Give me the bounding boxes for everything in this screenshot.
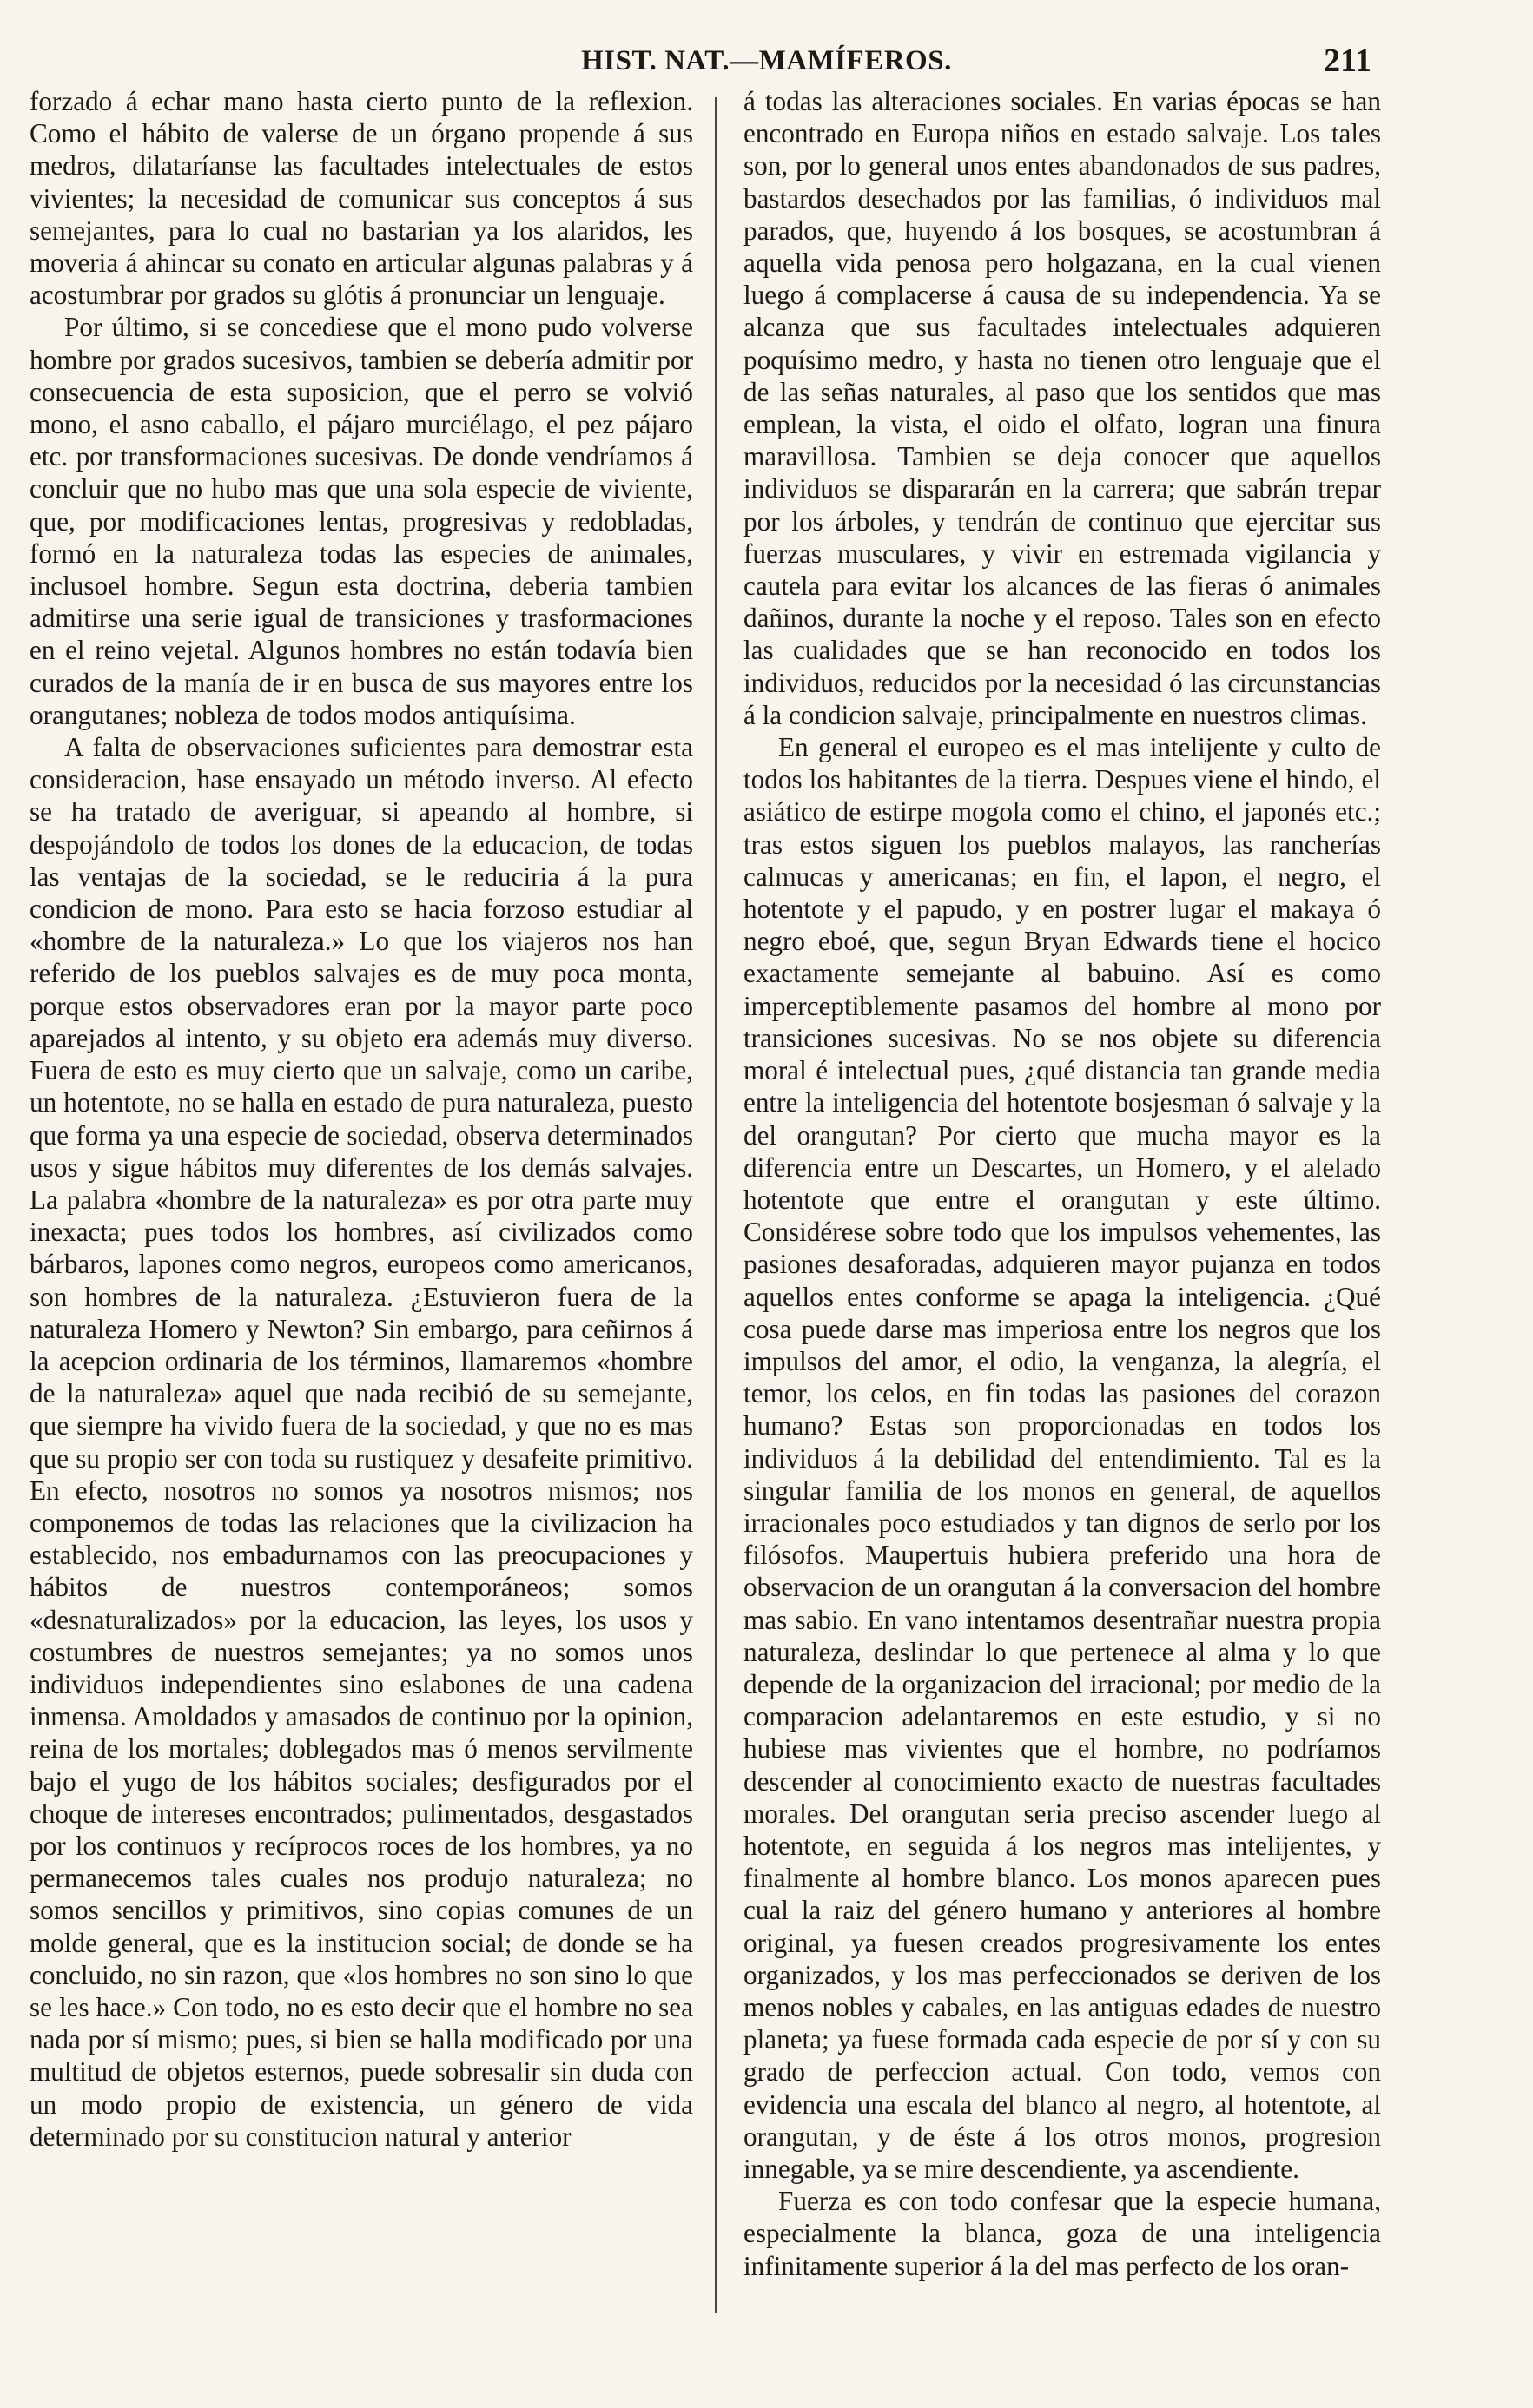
paragraph: á todas las alteraciones sociales. En varias épocas se han encontrado en Europa niños en estado salvaje. Los tales son, por lo general unos entes abandonados de sus padres, bastardos desechados por las familias, ó individuos mal parados, que, huyendo á los bosques, se acostumbran á aquella vida penosa pero holgazana, en la cual vienen luego á complacerse á causa de su independencia. Ya se alcanza que sus facultades intelectuales adquieren poquísimo medro, y hasta no tienen otro lenguaje que el de las señas naturales, al paso que los sentidos que mas emplean, la vista, el oido el olfato, logran una finura maravillosa. Tambien se deja conocer que aquellos individuos se dispararán en la carrera; que sabrán trepar por los árboles, y tendrán de continuo que ejercitar sus fuerzas musculares, y vivir en estremada vigilancia y cautela para evitar los alcances de las fieras ó animales dañinos, durante la noche y el reposo. Tales son en efecto las cualidades que se han reconocido en todos los individuos, reducidos por la necesidad ó las circunstancias á la condicion salvaje, principalmente en nuestros climas. <box>743 86 1381 730</box>
left-column <box>30 85 693 2352</box>
running-head: HIST. NAT.—MAMÍFEROS. <box>581 45 952 76</box>
column-divider <box>715 97 717 2313</box>
page-header <box>0 45 1533 90</box>
page-number: 211 <box>1324 43 1371 79</box>
paragraph: Fuerza es con todo confesar que la especie humana, especialmente la blanca, goza de una inteligencia infinitamente superior á la del mas perfecto de los oran- <box>743 2186 1381 2281</box>
paragraph: forzado á echar mano hasta cierto punto de la reflexion. Como el hábito de valerse de un órgano propende á sus medros, dilataríanse las facultades intelectuales de estos vivientes; la necesidad de comunicar sus conceptos á sus semejantes, para lo cual no bastarian ya los alaridos, les moveria á ahincar su conato en articular algunas palabras y á acostumbrar por grados su glótis á pronunciar un lenguaje. <box>30 86 693 311</box>
right-column <box>743 85 1381 2352</box>
paragraph: En general el europeo es el mas intelijente y culto de todos los habitantes de la tierra. Despues viene el hindo, el asiático de estirpe mogola como el chino, el japonés etc.; tras estos siguen los pueblos malayos, las rancherías calmucas y americanas; en fin, el lapon, el negro, el hotentote y el papudo, y en postrer lugar el makaya ó negro eboé, que, segun Bryan Edwards tiene el hocico exactamente semejante al babuino. Así es como imperceptiblemente pasamos del hombre al mono por transiciones sucesivas. No se nos objete su diferencia moral é intelectual pues, ¿qué distancia tan grande media entre la inteligencia del hotentote bosjesman ó salvaje y la del orangutan? Por cierto que mucha mayor es la diferencia entre un Descartes, un Homero, y el alelado hotentote que entre el orangutan y este último. Considérese sobre todo que los impulsos vehementes, las pasiones desaforadas, adquieren mayor pujanza en todos aquellos entes conforme se apaga la inteligencia. ¿Qué cosa puede darse mas imperiosa entre los negros que los impulsos del amor, el odio, la venganza, la alegría, el temor, los celos, en fin todas las pasiones del corazon humano? Estas son proporcionadas en todos los individuos á la debilidad del entendimiento. Tal es la singular familia de los monos en general, de aquellos irracionales poco estudiados y tan dignos de serlo por los filósofos. Maupertuis hubiera preferido una hora de observacion de un orangutan á la conversacion del hombre mas sabio. En vano intentamos desentrañar nuestra propia naturaleza, deslindar lo que pertenece al alma y lo que depende de la organizacion del irracional; por medio de la comparacion adelantaremos en este estudio, y si no hubiese mas vivientes que el hombre, no podríamos descender al conocimiento exacto de nuestras facultades morales. Del orangutan seria preciso ascender luego al hotentote, en seguida á los negros mas intelijentes, y finalmente al hombre blanco. Los monos aparecen pues cual la raiz del género humano y anteriores al hombre original, ya fuesen creados progresivamente los entes organizados, y los mas perfeccionados se deriven de los menos nobles y cabales, en las antiguas edades de nuestro planeta; ya fuese formada cada especie de por sí y con su grado de perfeccion actual. Con todo, vemos con evidencia una escala del blanco al negro, al hotentote, al orangutan, y de éste á los otros monos, progresion innegable, ya se mire descendiente, ya ascendiente. <box>743 732 1381 2184</box>
paragraph: A falta de observaciones suficientes para demostrar esta consideracion, hase ensayado un método inverso. Al efecto se ha tratado de averiguar, si apeando al hombre, si despojándolo de todos los dones de la educacion, de todas las ventajas de la sociedad, se le reduciria á la pura condicion de mono. Para esto se hacia forzoso estudiar al «hombre de la naturaleza.» Lo que los viajeros nos han referido de los pueblos salvajes es de muy poca monta, porque estos observadores eran por la mayor parte poco aparejados al intento, y su objeto era además muy diverso. Fuera de esto es muy cierto que un salvaje, como un caribe, un hotentote, no se halla en estado de pura naturaleza, puesto que forma ya una especie de sociedad, observa determinados usos y sigue hábitos muy diferentes de los demás salvajes. La palabra «hombre de la naturaleza» es por otra parte muy inexacta; pues todos los hombres, así civilizados como bárbaros, lapones como negros, europeos como americanos, son hombres de la naturaleza. ¿Estuvieron fuera de la naturaleza Homero y Newton? Sin embargo, para ceñirnos á la acepcion ordinaria de los términos, llamaremos «hombre de la naturaleza» aquel que nada recibió de su semejante, que siempre ha vivido fuera de la sociedad, y que no es mas que su propio ser con toda su rustiquez y desafeite primitivo. En efecto, nosotros no somos ya nosotros mismos; nos componemos de todas las relaciones que la civilizacion ha establecido, nos embadurnamos con las preocupaciones y hábitos de nuestros contemporáneos; somos «desnaturalizados» por la educacion, las leyes, los usos y costumbres de nuestros semejantes; ya no somos unos individuos independientes sino eslabones de una cadena inmensa. Amoldados y amasados de continuo por la opinion, reina de los mortales; doblegados mas ó menos servilmente bajo el yugo de los hábitos sociales; desfigurados por el choque de intereses encontrados; pulimentados, desgastados por los continuos y recíprocos roces de los hombres, ya no permanecemos tales cuales nos produjo naturaleza; no somos sencillos y primitivos, sino copias comunes de un molde general, que es la institucion social; de donde se ha concluido, no sin razon, que «los hombres no son sino lo que se les hace.» Con todo, no es esto decir que el hombre no sea nada por sí mismo; pues, si bien se halla modificado por una multitud de objetos esternos, puede sobresalir sin duda con un modo propio de existencia, un género de vida determinado por su constitucion natural y anterior <box>30 732 693 2152</box>
paragraph: Por último, si se concediese que el mono pudo volverse hombre por grados sucesivos, tambien se debería admitir por consecuencia de esta suposicion, que el perro se volvió mono, el asno caballo, el pájaro murciélago, el pez pájaro etc. por transformaciones sucesivas. De donde vendríamos á concluir que no hubo mas que una sola especie de viviente, que, por modificaciones lentas, progresivas y redobladas, formó en la naturaleza todas las especies de animales, inclusoel hombre. Segun esta doctrina, deberia tambien admitirse una serie igual de transiciones y trasformaciones en el reino vejetal. Algunos hombres no están todavía bien curados de la manía de ir en busca de sus mayores entre los orangutanes; nobleza de todos modos antiquísima. <box>30 312 693 730</box>
